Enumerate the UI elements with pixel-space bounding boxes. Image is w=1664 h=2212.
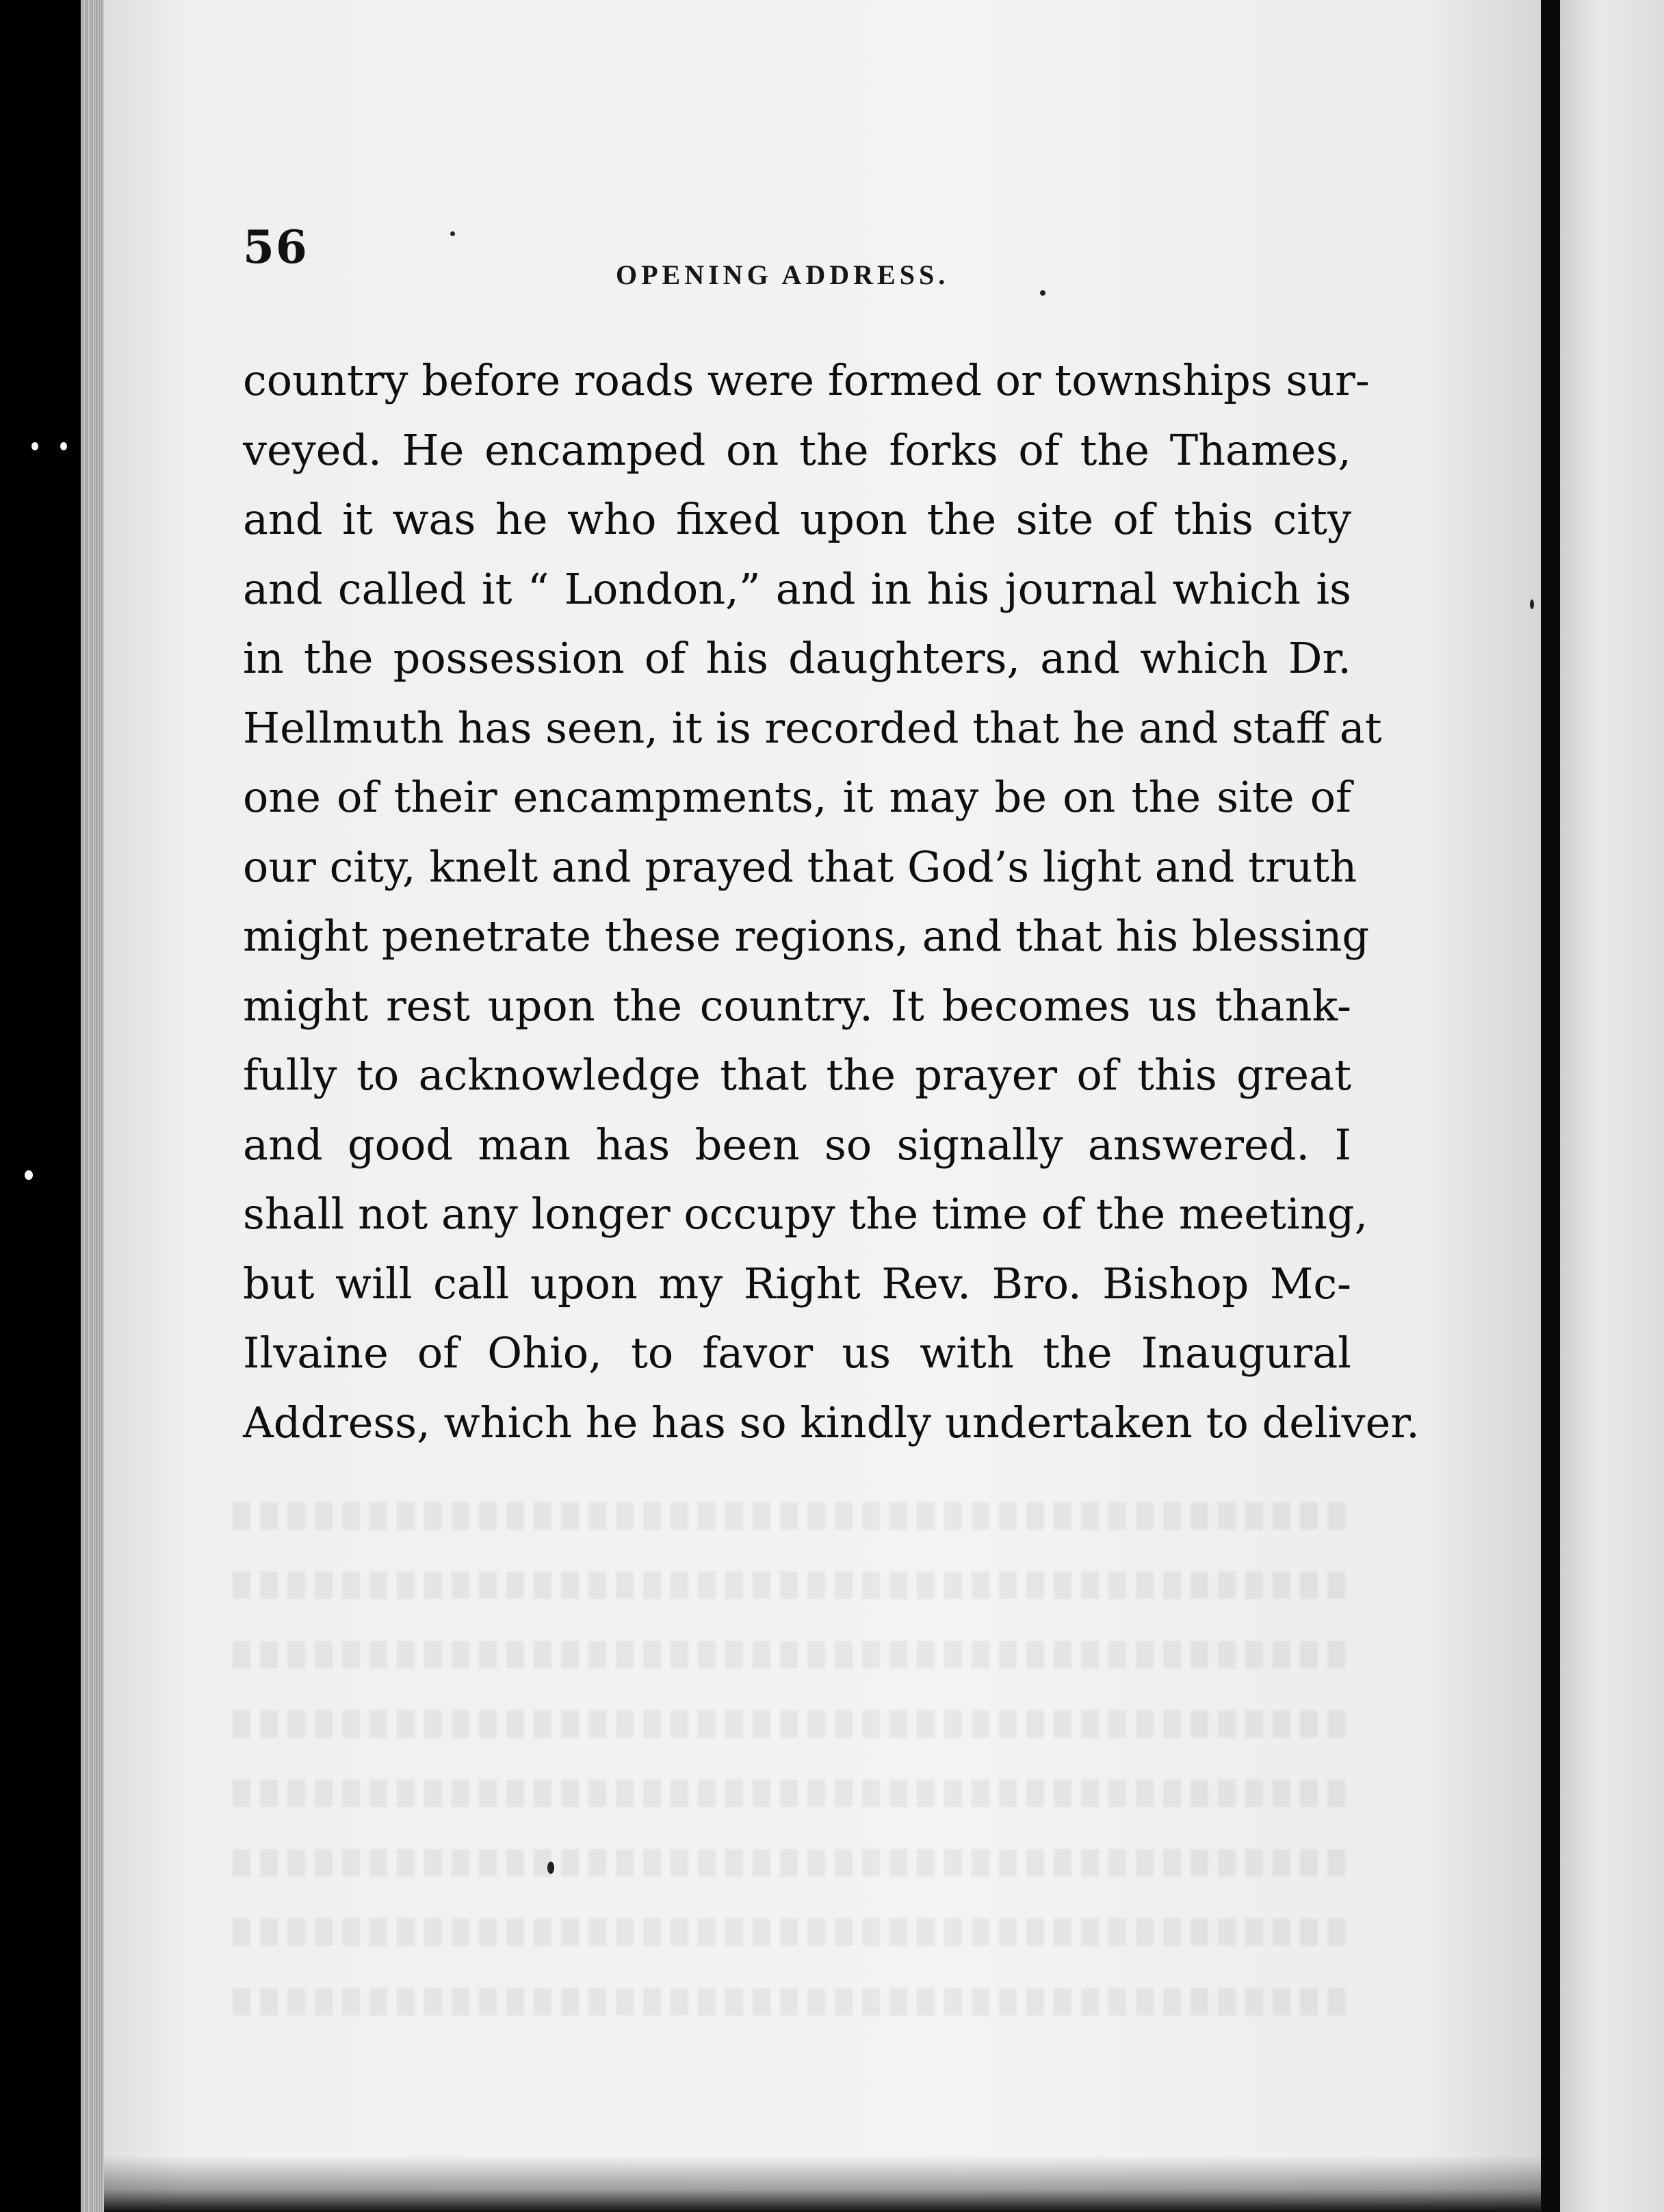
scan-speck <box>1530 600 1534 609</box>
bleed-through-line <box>233 1918 1355 1946</box>
body-text <box>243 346 1420 1457</box>
text-line: country before roads were formed or townships sur- <box>243 355 1370 405</box>
scan-speck <box>547 1862 554 1874</box>
page-gutter <box>1541 0 1560 2212</box>
text-line: might penetrate these regions, and that his blessing <box>243 911 1370 961</box>
text-line: in the possession of his daughters, and which Dr. <box>243 633 1351 683</box>
page-number: 56 <box>243 220 309 274</box>
scan-speck <box>1040 290 1045 296</box>
bleed-through-line <box>233 1502 1355 1530</box>
bleed-through-line <box>233 1849 1355 1877</box>
running-head: OPENING ADDRESS. <box>616 259 950 290</box>
text-line: and called it “ London,” and in his journal which is <box>243 563 1351 614</box>
bleed-through-line <box>233 1988 1355 2016</box>
text-line: might rest upon the country. It becomes us thank- <box>243 980 1351 1031</box>
bleed-through-line <box>233 1710 1355 1738</box>
adjacent-page-edge <box>1560 0 1664 2212</box>
scan-speck <box>25 1170 33 1180</box>
text-line: Ilvaine of Ohio, to favor us with the Inaugural <box>243 1328 1351 1378</box>
page-stack-edge <box>81 0 104 2212</box>
scan-speck <box>31 442 38 450</box>
bleed-through-line <box>233 1571 1355 1599</box>
text-line: Hellmuth has seen, it is recorded that he and staff at <box>243 702 1382 753</box>
text-line: and it was he who fixed upon the site of this city <box>243 494 1351 544</box>
text-line: our city, knelt and prayed that God’s light and truth <box>243 841 1357 892</box>
bleed-through-line <box>233 1641 1355 1669</box>
scan-speck <box>60 442 67 450</box>
text-line: and good man has been so signally answered. I <box>243 1119 1351 1170</box>
text-line: Address, which he has so kindly undertaken to deliver. <box>243 1397 1420 1448</box>
scan-speck <box>450 231 455 236</box>
text-line: shall not any longer occupy the time of the meeting, <box>243 1189 1368 1239</box>
page-bottom-shadow <box>104 2156 1541 2212</box>
text-line: but will call upon my Right Rev. Bro. Bishop Mc- <box>243 1258 1351 1309</box>
bleed-through-line <box>233 1779 1355 1807</box>
text-line: one of their encampments, it may be on the site of <box>243 772 1351 822</box>
text-line: veyed. He encamped on the forks of the Thames, <box>243 424 1351 475</box>
text-line: fully to acknowledge that the prayer of this great <box>243 1050 1351 1100</box>
